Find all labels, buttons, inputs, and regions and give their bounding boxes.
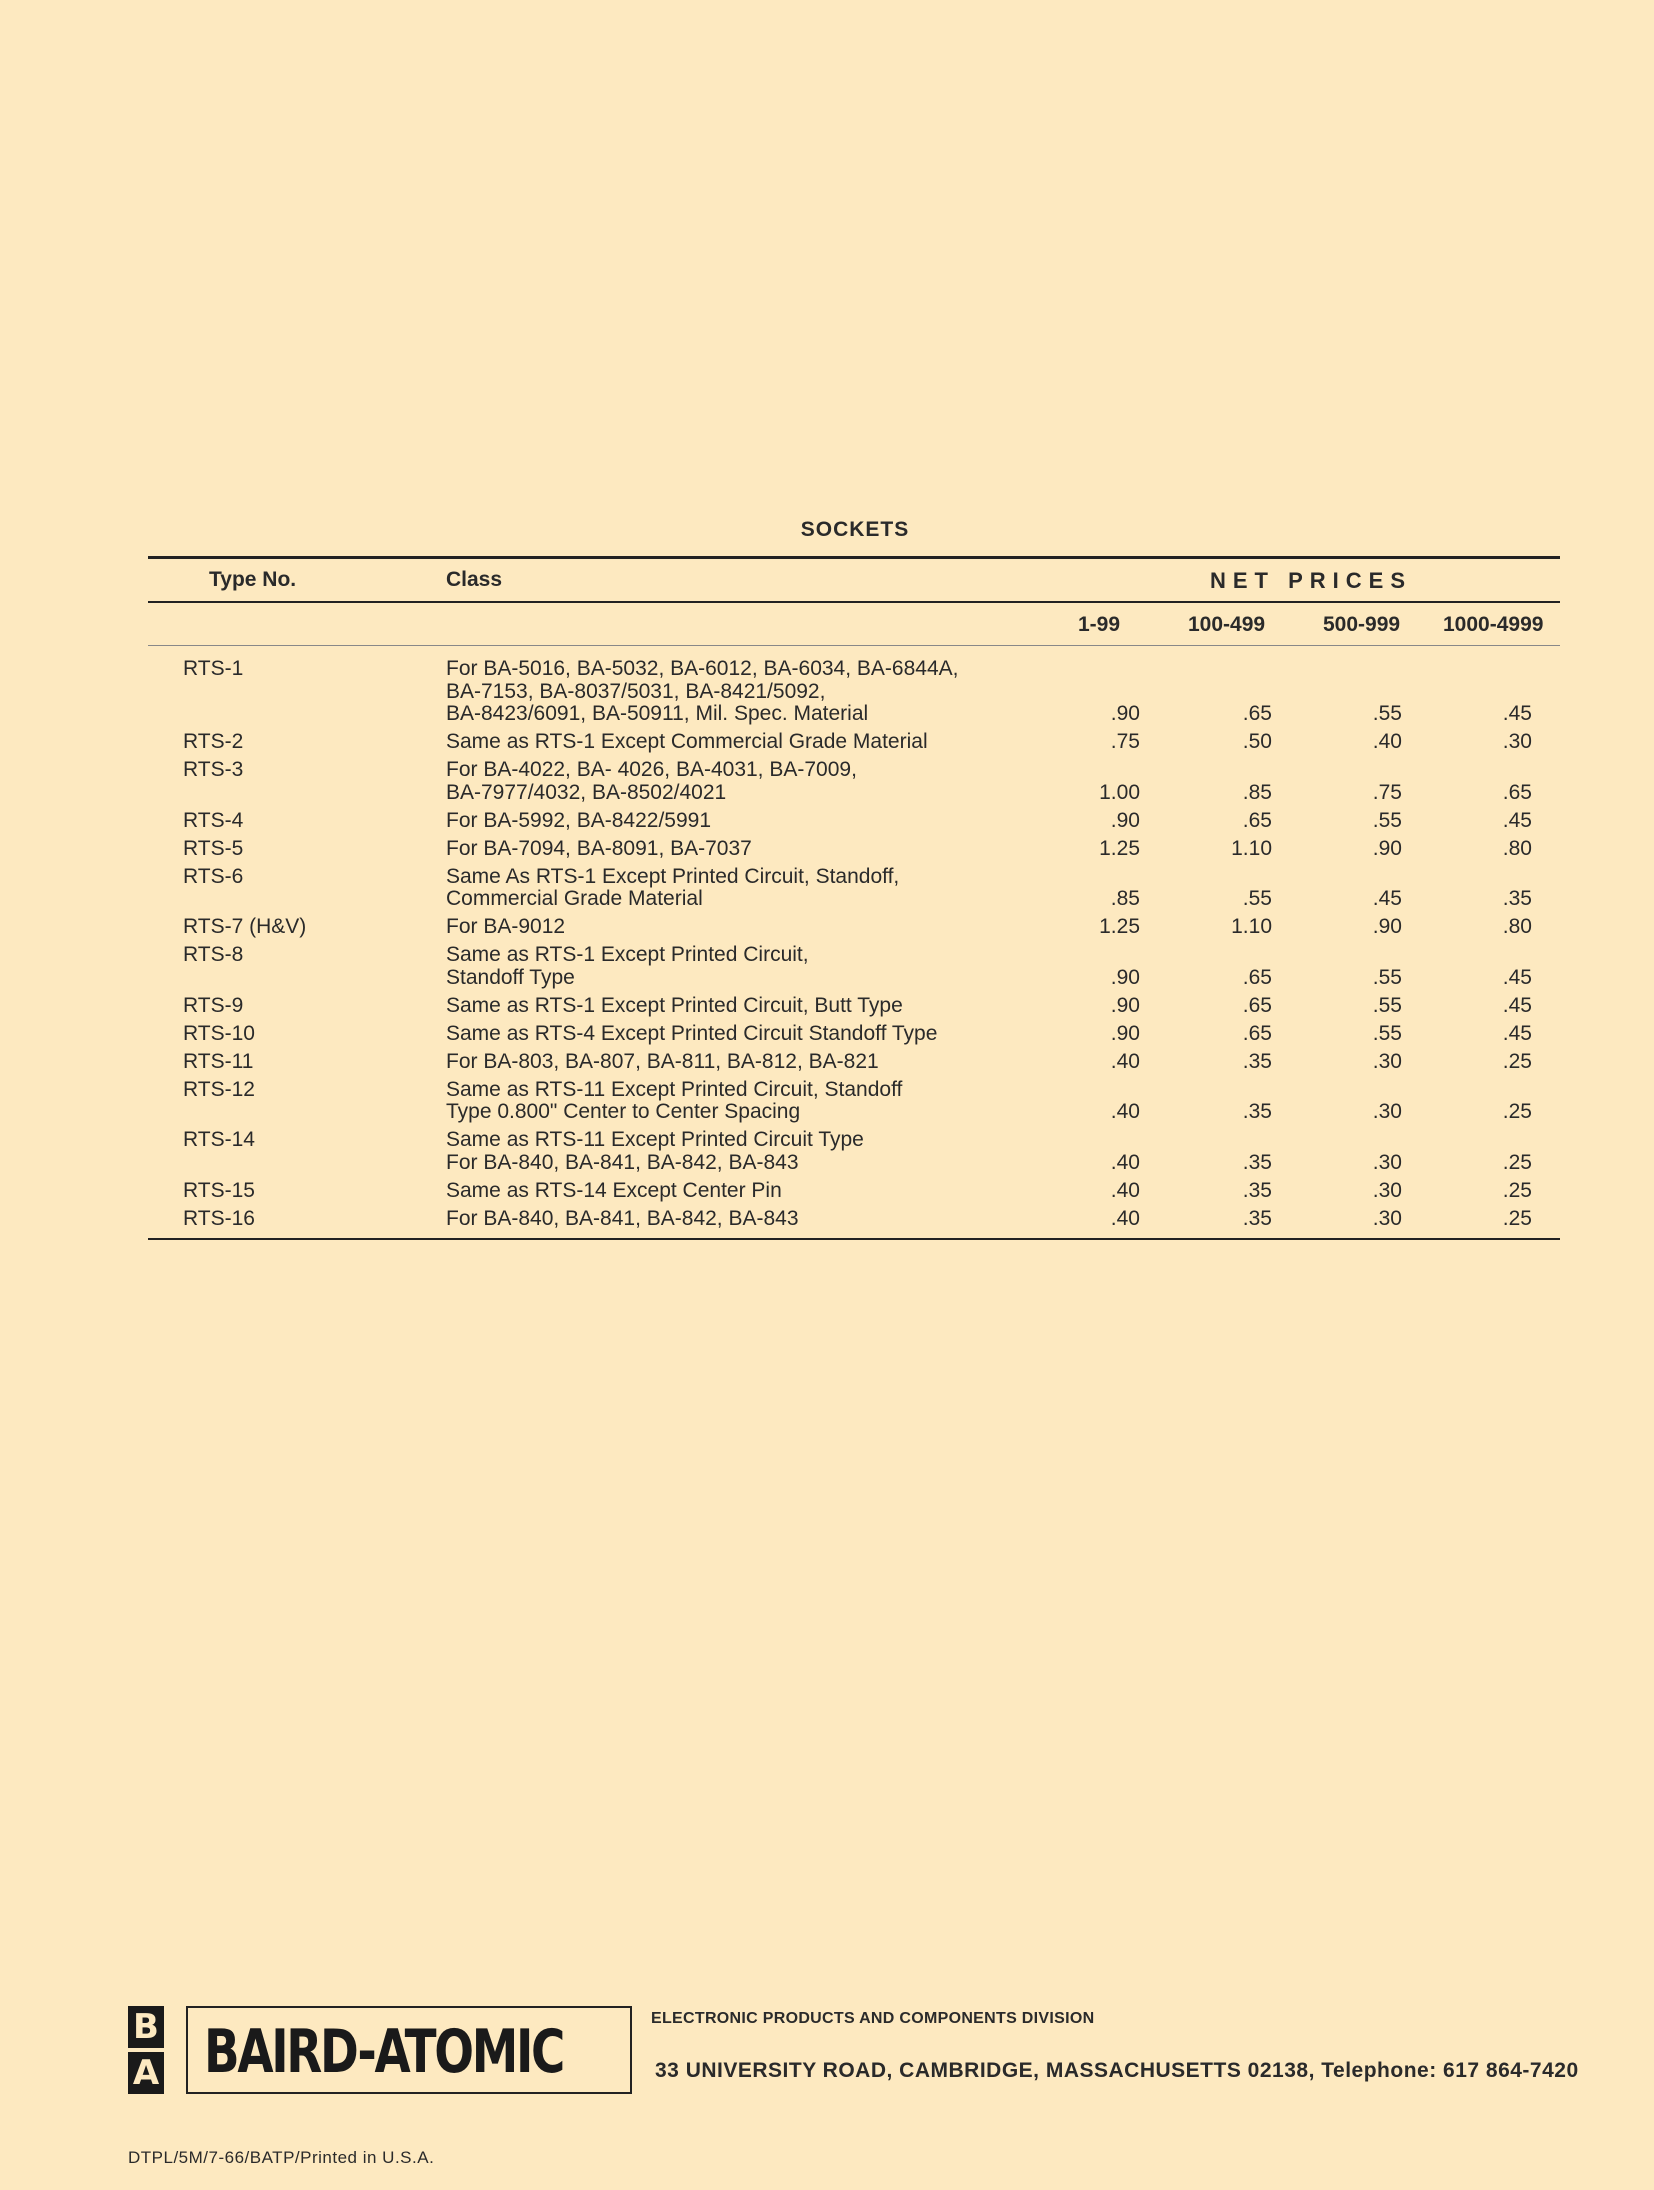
type-no-cell: RTS-6 <box>183 864 244 888</box>
price-cell: .55 <box>1372 965 1402 989</box>
class-line: For BA-840, BA-841, BA-842, BA-843 <box>446 1150 799 1174</box>
type-no-cell: RTS-5 <box>183 836 244 860</box>
price-cell: .90 <box>1372 915 1402 938</box>
price-cell: .90 <box>1372 836 1402 860</box>
price-cell: .90 <box>1110 965 1140 989</box>
class-line: For BA-9012 <box>446 915 566 938</box>
price-cell: .45 <box>1502 965 1532 989</box>
price-cell: .40 <box>1110 1178 1140 1202</box>
class-cell <box>446 1129 1066 1174</box>
price-cell: .55 <box>1242 887 1272 910</box>
type-no-cell: RTS-15 <box>183 1178 255 1202</box>
price-cell: .65 <box>1242 965 1272 989</box>
class-cell <box>446 1208 1066 1231</box>
header-class: Class <box>446 568 503 591</box>
class-line: For BA-4022, BA- 4026, BA-4031, BA-7009, <box>446 758 857 781</box>
class-cell <box>446 658 1066 726</box>
header-qty-2: 100-499 <box>1188 613 1266 636</box>
class-line: Standoff Type <box>446 965 575 989</box>
price-cell: 1.25 <box>1099 836 1140 860</box>
price-cell: .30 <box>1372 1150 1402 1174</box>
class-cell <box>446 866 1066 911</box>
price-cell: .65 <box>1242 1021 1272 1045</box>
class-line: For BA-7094, BA-8091, BA-7037 <box>446 836 752 860</box>
class-line: Same as RTS-11 Except Printed Circuit Type <box>446 1128 864 1151</box>
price-cell: .85 <box>1110 887 1140 910</box>
header-qty-1: 1-99 <box>1078 613 1121 636</box>
page-title: SOCKETS <box>800 518 910 541</box>
class-line: Same as RTS-1 Except Commercial Grade Material <box>446 730 928 753</box>
type-no-cell: RTS-10 <box>183 1021 255 1045</box>
class-cell <box>446 995 1066 1018</box>
subheader-rule <box>148 645 1560 646</box>
class-cell <box>446 1023 1066 1046</box>
price-cell: .35 <box>1502 887 1532 910</box>
price-cell: .75 <box>1372 780 1402 804</box>
price-cell: .40 <box>1110 1049 1140 1073</box>
price-cell: .30 <box>1372 1206 1402 1230</box>
type-no-cell: RTS-1 <box>183 657 244 680</box>
table-top-rule <box>148 556 1560 559</box>
type-no-cell: RTS-7 (H&V) <box>183 915 307 938</box>
logo-letter-a: A <box>128 2052 164 2094</box>
type-no-cell: RTS-8 <box>183 943 244 966</box>
class-cell <box>446 838 1066 861</box>
class-line: For BA-5016, BA-5032, BA-6012, BA-6034, BA-6844A, <box>446 657 959 680</box>
class-cell <box>446 1180 1066 1203</box>
class-line: Same As RTS-1 Except Printed Circuit, Standoff, <box>446 864 900 888</box>
class-cell <box>446 731 1066 754</box>
price-cell: .65 <box>1242 808 1272 832</box>
class-cell <box>446 916 1066 939</box>
price-cell: .30 <box>1502 730 1532 753</box>
header-qty-3: 500-999 <box>1323 613 1401 636</box>
price-cell: .85 <box>1242 780 1272 804</box>
price-cell: 1.25 <box>1099 915 1140 938</box>
price-cell: .35 <box>1242 1100 1272 1123</box>
class-cell <box>446 944 1066 989</box>
price-cell: .40 <box>1372 730 1402 753</box>
price-cell: .55 <box>1372 1021 1402 1045</box>
type-no-cell: RTS-3 <box>183 758 244 781</box>
price-cell: .30 <box>1372 1100 1402 1123</box>
price-cell: .65 <box>1502 780 1532 804</box>
division-name: ELECTRONIC PRODUCTS AND COMPONENTS DIVISION <box>651 2010 1095 2027</box>
price-cell: .80 <box>1502 915 1532 938</box>
class-line: Commercial Grade Material <box>446 887 703 910</box>
price-cell: .55 <box>1372 702 1402 725</box>
type-no-cell: RTS-16 <box>183 1206 255 1230</box>
class-line: Same as RTS-11 Except Printed Circuit, Standoff <box>446 1077 903 1101</box>
table-bottom-rule <box>148 1238 1560 1240</box>
header-type-no: Type No. <box>209 568 297 591</box>
company-logo-text: BAIRD-ATOMIC <box>204 2017 564 2087</box>
price-cell: .25 <box>1502 1178 1532 1202</box>
type-no-cell: RTS-9 <box>183 993 244 1017</box>
price-cell: .25 <box>1502 1100 1532 1123</box>
class-line: BA-8423/6091, BA-50911, Mil. Spec. Material <box>446 702 869 725</box>
class-line: Same as RTS-4 Except Printed Circuit Standoff Type <box>446 1021 938 1045</box>
price-cell: .90 <box>1110 702 1140 725</box>
price-cell: .40 <box>1110 1150 1140 1174</box>
price-cell: .30 <box>1372 1178 1402 1202</box>
class-line: Same as RTS-1 Except Printed Circuit, <box>446 943 809 966</box>
price-cell: .45 <box>1502 1021 1532 1045</box>
price-cell: 1.10 <box>1231 836 1272 860</box>
price-cell: .55 <box>1372 993 1402 1017</box>
price-cell: .25 <box>1502 1150 1532 1174</box>
class-cell <box>446 810 1066 833</box>
class-line: Type 0.800" Center to Center Spacing <box>446 1100 801 1123</box>
price-cell: .40 <box>1110 1206 1140 1230</box>
type-no-cell: RTS-4 <box>183 808 244 832</box>
price-cell: .45 <box>1502 702 1532 725</box>
price-cell: .35 <box>1242 1206 1272 1230</box>
price-cell: 1.10 <box>1231 915 1272 938</box>
price-cell: .80 <box>1502 836 1532 860</box>
price-cell: .25 <box>1502 1049 1532 1073</box>
company-address: 33 UNIVERSITY ROAD, CAMBRIDGE, MASSACHUSETTS 02138, Telephone: 617 864-7420 <box>655 2059 1579 2082</box>
class-cell <box>446 1051 1066 1074</box>
class-line: Same as RTS-1 Except Printed Circuit, Butt Type <box>446 993 903 1017</box>
price-cell: .40 <box>1110 1100 1140 1123</box>
price-cell: 1.00 <box>1099 780 1140 804</box>
type-no-cell: RTS-2 <box>183 730 244 753</box>
class-line: BA-7153, BA-8037/5031, BA-8421/5092, <box>446 679 826 703</box>
header-qty-4: 1000-4999 <box>1443 613 1544 636</box>
price-cell: .45 <box>1502 808 1532 832</box>
class-cell <box>446 759 1066 804</box>
price-cell: .30 <box>1372 1049 1402 1073</box>
class-cell <box>446 1079 1066 1124</box>
class-line: For BA-803, BA-807, BA-811, BA-812, BA-821 <box>446 1049 879 1073</box>
header-rule <box>148 601 1560 603</box>
logo-letter-b: B <box>128 2006 164 2048</box>
price-cell: .35 <box>1242 1178 1272 1202</box>
price-cell: .35 <box>1242 1150 1272 1174</box>
price-cell: .90 <box>1110 808 1140 832</box>
price-cell: .45 <box>1502 993 1532 1017</box>
price-cell: .45 <box>1372 887 1402 910</box>
price-cell: .35 <box>1242 1049 1272 1073</box>
price-cell: .25 <box>1502 1206 1532 1230</box>
price-cell: .55 <box>1372 808 1402 832</box>
price-cell: .90 <box>1110 1021 1140 1045</box>
price-cell: .50 <box>1242 730 1272 753</box>
class-line: For BA-5992, BA-8422/5991 <box>446 808 712 832</box>
price-cell: .75 <box>1110 730 1140 753</box>
price-cell: .65 <box>1242 702 1272 725</box>
type-no-cell: RTS-12 <box>183 1077 255 1101</box>
class-line: For BA-840, BA-841, BA-842, BA-843 <box>446 1206 799 1230</box>
header-net-prices: NET PRICES <box>1210 568 1413 593</box>
price-cell: .65 <box>1242 993 1272 1017</box>
price-cell: .90 <box>1110 993 1140 1017</box>
print-code: DTPL/5M/7-66/BATP/Printed in U.S.A. <box>128 2148 435 2167</box>
type-no-cell: RTS-14 <box>183 1128 255 1151</box>
type-no-cell: RTS-11 <box>183 1049 254 1073</box>
ba-logo-mark <box>128 2006 164 2094</box>
class-line: Same as RTS-14 Except Center Pin <box>446 1178 782 1202</box>
class-line: BA-7977/4032, BA-8502/4021 <box>446 780 727 804</box>
